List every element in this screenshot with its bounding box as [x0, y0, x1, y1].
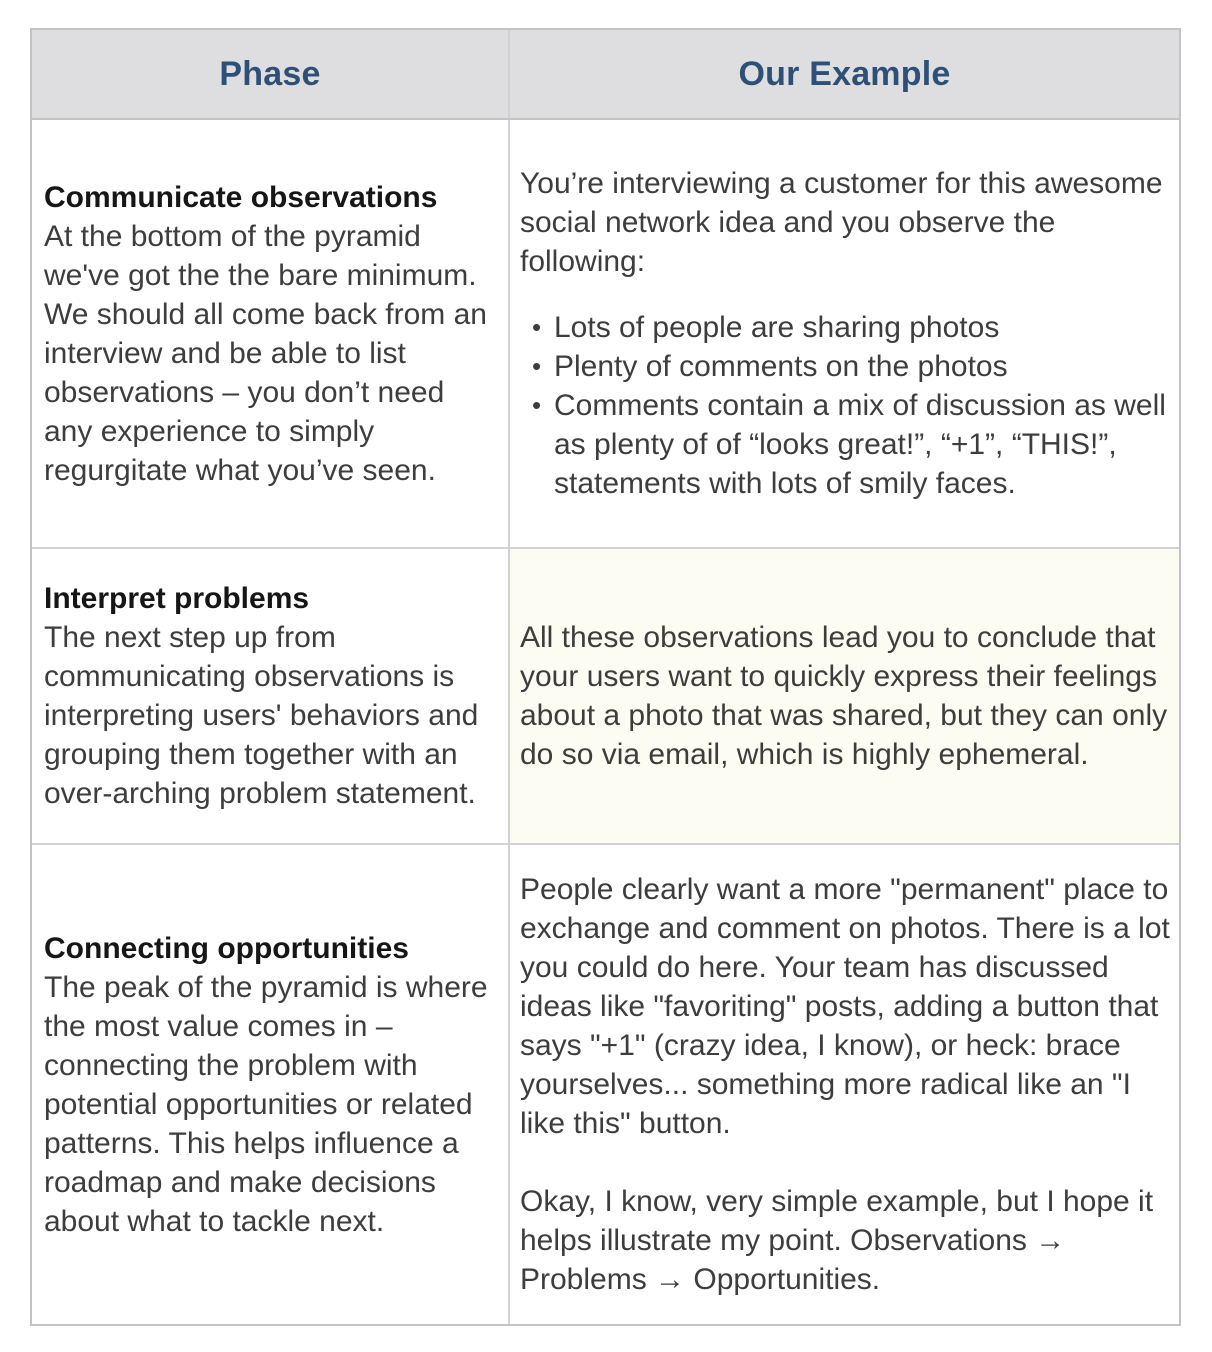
phase-description: The next step up from communicating observations is interpreting users' behaviors and grouping them together with an over-arching problem statement. [44, 621, 479, 810]
phase-description: At the bottom of the pyramid we've got the the bare minimum. We should all come back from an interview and be able to list observations – you don’t need any experience to simply regurgitate what you’ve seen. [44, 219, 487, 487]
table-row [32, 120, 1179, 549]
column-header-phase [32, 30, 510, 118]
observations-bullet-list [520, 308, 1171, 503]
phase-cell-communicate-observations [32, 120, 510, 547]
list-item [520, 386, 1171, 503]
bullet-icon: • [532, 390, 542, 420]
column-header-phase-label: Phase [219, 54, 321, 93]
column-header-our-example [510, 30, 1179, 118]
phase-cell-connecting-opportunities [32, 845, 510, 1324]
list-item-text: Plenty of comments on the photos [554, 350, 1008, 383]
example-cell-problems [510, 549, 1179, 843]
table-header-row [32, 30, 1179, 120]
list-item [520, 308, 1171, 347]
example-paragraph: All these observations lead you to conclude that your users want to quickly express their feelings about a photo that was shared, but they can only do so via email, which is highly ephemeral. [520, 621, 1168, 771]
example-paragraph: People clearly want a more "permanent" place to exchange and comment on photos. There is a lot you could do here. Your team has discussed ideas like "favoriting" posts, adding a button that says "+1" (crazy idea, I know), or heck: brace yourselves... something more radical like an "I like this" button. [520, 873, 1170, 1140]
phase-example-table [30, 28, 1181, 1326]
phase-cell-interpret-problems [32, 549, 510, 843]
example-paragraph: Okay, I know, very simple example, but I hope it helps illustrate my point. Observations → Problems → Opportunities. [520, 1185, 1154, 1296]
example-intro-paragraph: You’re interviewing a customer for this awesome social network idea and you observe the following: [520, 167, 1163, 278]
column-header-our-example-label: Our Example [738, 54, 951, 93]
example-cell-opportunities [510, 845, 1179, 1324]
list-item-text: Comments contain a mix of discussion as well as plenty of of “looks great!”, “+1”, “THIS!”, statements with lots of smily faces. [554, 389, 1166, 500]
phase-description: The peak of the pyramid is where the most value comes in – connecting the problem with potential opportunities or related patterns. This helps influence a roadmap and make decisions about what to tackle next. [44, 970, 488, 1238]
example-cell-observations [510, 120, 1179, 547]
table-row [32, 845, 1179, 1324]
bullet-icon: • [532, 351, 542, 381]
list-item-text: Lots of people are sharing photos [554, 311, 1000, 344]
table-row [32, 549, 1179, 845]
phase-title: Communicate observations [44, 180, 438, 214]
bullet-icon: • [532, 312, 542, 342]
phase-title: Interpret problems [44, 582, 310, 615]
list-item [520, 347, 1171, 386]
phase-title: Connecting opportunities [44, 931, 409, 965]
